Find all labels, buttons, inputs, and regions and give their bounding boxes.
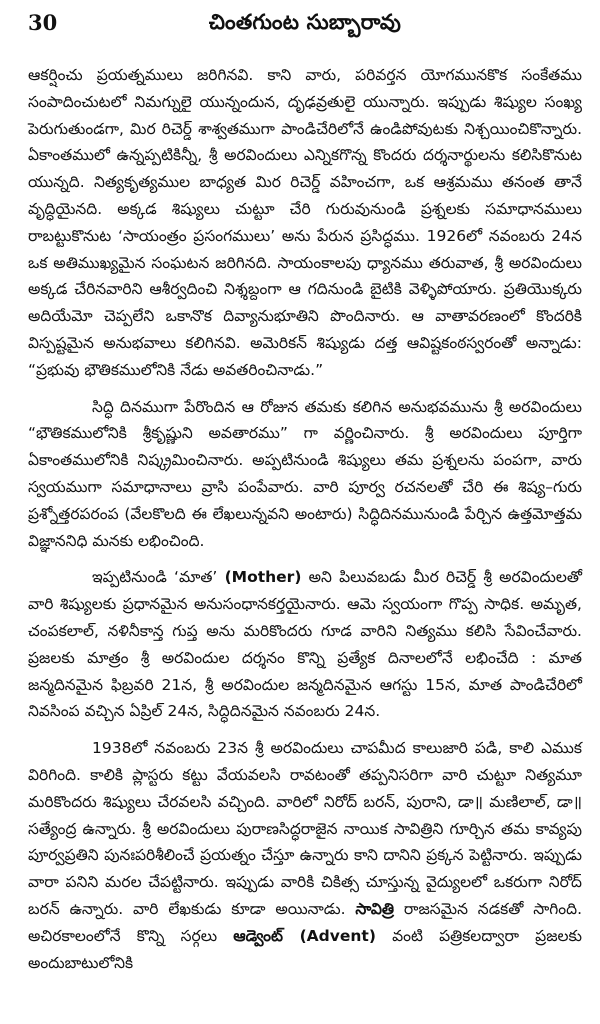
mother-english-term: (Mother): [224, 568, 302, 587]
body-text: [28, 62, 582, 976]
text-segment: రాజసమైన నడకతో సాగింది. అచిరకాలంలోనే కొన్ని సర్గలు: [28, 899, 582, 945]
page-number: 30: [28, 10, 58, 35]
paragraph-3: [28, 564, 582, 725]
page-header: [28, 0, 582, 62]
paragraph-4: [28, 735, 582, 976]
text-segment: అని పిలువబడు మీర రిచెర్డ్ శ్రీ అరవిందులతో వారి శిష్యులకు ప్రధానమైన అనుసంధానకర్తయైనారు. ఆమె స్వయంగా గొప్ప సాధిక. అమృత, చంపకలాల్, నళినీకాన్త గుప్త అను మరికొందరు గూడ వారిని నిత్యము కలిసి సేవించేవారు. ప్రజలకు మాత్రం శ్రీ అరవిందుల దర్శనం కొన్ని ప్రత్యేక దినాలలోనే లభించేది : మాత జన్మదినమైన ఫిబ్రవరి 21న, శ్రీ అరవిందుల జన్మదినమైన ఆగస్టు 15న, మాత పాండిచేరిలో నివసింప వచ్చిన ఏప్రిల్ 24న, సిద్ధిదినమైన నవంబరు 24న.: [28, 568, 582, 721]
text-segment: సిద్ధి దినముగా పేరొందిన ఆ రోజున తమకు కలిగిన అనుభవమును శ్రీ అరవిందులు “భౌతికములోనికి శ్రీకృష్ణుని అవతారము” గా వర్ణించినారు. శ్రీ అరవిందులు పూర్తిగా ఏకాంతములోనికి నిష్క్రమించినారు. అప్పటినుండి శిష్యులు తమ ప్రశ్నలను పంపగా, వారు స్వయముగా సమాధానాలు వ్రాసి పంపేవారు. వారి పూర్వ రచనలతో చేరి ఈ శిష్య–గురు ప్రశ్నోత్తరపరంప (వేలకొలది ఈ లేఖలున్నవని అంటారు) సిద్ధిదినమునుండి పేర్చిన ఉత్తమోత్తమ విజ్ఞాననిధి మనకు లభించింది.: [28, 397, 582, 550]
paragraph-2: [28, 394, 582, 555]
advent-title: ఆడ్వెంట్ (Advent): [233, 926, 376, 945]
text-segment: వంటి పత్రికలద్వారా ప్రజలకు అందుబాటులోనికి: [28, 926, 582, 972]
text-segment: ఆకర్షించు ప్రయత్నములు జరిగినవి. కాని వారు, పరివర్తన యోగమునకొక సంకేతము సంపాదించుటలో నిమగ్నులై యున్నందున, దృఢవ్రతులై యున్నారు. ఇప్పుడు శిష్యుల సంఖ్య పెరుగుతుండగా, మిర రిచెర్డ్ శాశ్వతముగా పాండిచేరిలోనే ఉండిపోవుటకు నిశ్చయించికొన్నారు. ఏకాంతములో ఉన్నప్పటికిన్నీ, శ్రీ అరవిందులు ఎన్నికగొన్న కొందరు దర్శనార్థులను కలిసికొనుట యున్నది. నిత్యకృత్యముల బాధ్యత మిర రిచెర్డ్ వహించగా, ఒక ఆశ్రమము తనంత తానే వృద్ధియైనది. అక్కడ శిష్యులు చుట్టూ చేరి గురువునుండి ప్రశ్నలకు సమాధానములు రాబట్టుకొనుట ‘సాయంత్రం ప్రసంగములు’ అను పేరున ప్రసిద్ధము. 1926లో నవంబరు 24న ఒక అతిముఖ్యమైన సంఘటన జరిగినది. సాయంకాలపు ధ్యానము తరువాత, శ్రీ అరవిందులు అక్కడ చేరినవారిని ఆశీర్వదించి నిశ్శబ్దంగా ఆ గదినుండి బైటికి వెళ్ళిపోయారు. ప్రతియొక్కరు అదియేమో చెప్పలేని ఒకానొక దివ్యానుభూతిని పొందినారు. ఆ వాతావరణంలో కొందరికి విస్పష్టమైన అనుభవాలు కలిగినవి. అమెరికన్ శిష్యుడు దత్త ఆవిష్టకంఠస్వరంతో అన్నాడు: “ప్రభువు భౌతికములోనికి నేడు అవతరించినాడు.”: [28, 66, 582, 379]
paragraph-1: [28, 62, 582, 384]
text-segment: 1938లో నవంబరు 23న శ్రీ అరవిందులు చాపమీద కాలుజారి పడి, కాలి ఎముక విరిగింది. కాలికి ప్లాస్టరు కట్టు వేయవలసి రావటంతో తప్పనిసరిగా వారి చుట్టూ నిత్యమూ మరికొందరు శిష్యులు చేరవలసి వచ్చింది. వారిలో నిరోద్ బరన్, పురాని, డా॥ మణిలాల్, డా॥ సత్యేంద్ర ఉన్నారు. శ్రీ అరవిందులు పురాణసిద్ధరాజైన నాయిక సావిత్రిని గూర్చిన తమ కావ్యపు పూర్వప్రతిని పునఃపరిశీలించే ప్రయత్నం చేస్తూ ఉన్నారు కాని దానిని ప్రక్కన పెట్టినారు. ఇప్పుడు వారా పనిని మరల చేపట్టినారు. ఇప్పుడు వారికి చికిత్స చూస్తున్న వైద్యులలో ఒకరుగా నిరోద్ బరన్ ఉన్నారు. వారి లేఖకుడు కూడా అయినాడు.: [28, 739, 582, 918]
savitri-title: సావిత్రి: [355, 899, 395, 918]
text-segment: ఇప్పటినుండి ‘మాత’: [92, 568, 225, 587]
running-title: చింతగుంట సుబ్బారావు: [208, 10, 402, 34]
